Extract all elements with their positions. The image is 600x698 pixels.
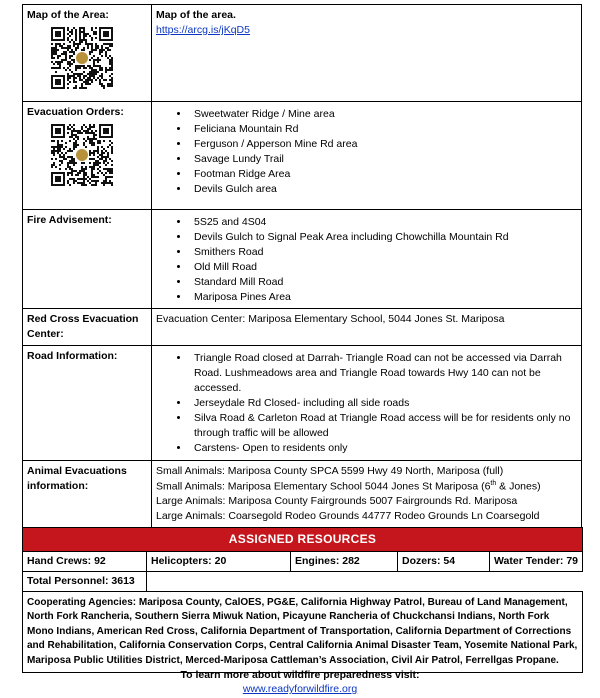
list-item: • Savage Lundy Trail bbox=[190, 152, 577, 167]
hand-crews-count: Hand Crews: 92 bbox=[23, 552, 147, 572]
list-item: • Carstens- Open to residents only bbox=[190, 441, 577, 456]
map-content-cell bbox=[152, 5, 582, 102]
list-item: • Jerseydale Rd Closed- including all side roads bbox=[190, 396, 577, 411]
list-item: • 5S25 and 4S04 bbox=[190, 215, 577, 230]
incident-info-table bbox=[22, 4, 582, 528]
resources-table bbox=[22, 527, 583, 673]
road-information-label: Road Information: bbox=[23, 346, 152, 460]
road-information-list bbox=[156, 351, 577, 455]
resources-counts-row bbox=[23, 552, 583, 572]
map-label: Map of the Area: bbox=[27, 9, 109, 21]
red-cross-text: Evacuation Center: Mariposa Elementary School, 5044 Jones St. Mariposa bbox=[152, 309, 582, 346]
total-personnel: Total Personnel: 3613 bbox=[23, 571, 147, 591]
animal-line: Small Animals: Mariposa County SPCA 5599 Hwy 49 North, Mariposa (full) bbox=[156, 464, 504, 477]
list-item: • Feliciana Mountain Rd bbox=[190, 122, 577, 137]
engines-count: Engines: 282 bbox=[291, 552, 398, 572]
list-item: • Devils Gulch area bbox=[190, 182, 577, 197]
red-cross-label: Red Cross Evacuation Center: bbox=[23, 309, 152, 346]
resources-header: ASSIGNED RESOURCES bbox=[23, 528, 583, 552]
animal-line-text: & Jones) bbox=[496, 480, 541, 492]
list-item: • Silva Road & Carleton Road at Triangle Road access will be for residents only no through traffic will be allowed bbox=[190, 411, 577, 441]
map-row bbox=[23, 5, 582, 102]
animal-evacuations-cell bbox=[152, 460, 582, 527]
map-title: Map of the area. bbox=[156, 9, 236, 21]
animal-line-text: Small Animals: Mariposa Elementary School 5044 Jones St Mariposa (6 bbox=[156, 480, 491, 492]
animal-evacuations-row bbox=[23, 460, 582, 527]
dozers-count: Dozers: 54 bbox=[398, 552, 490, 572]
fire-advisement-cell bbox=[152, 210, 582, 309]
animal-line: Large Animals: Coarsegold Rodeo Grounds 44777 Rodeo Grounds Ln Coarsegold bbox=[156, 509, 540, 522]
resources-header-row bbox=[23, 528, 583, 552]
list-item: • Smithers Road bbox=[190, 245, 577, 260]
qr-code-icon[interactable] bbox=[51, 27, 113, 89]
animal-line: Large Animals: Mariposa County Fairgrounds 5007 Fairgrounds Rd. Mariposa bbox=[156, 494, 518, 507]
list-item: • Sweetwater Ridge / Mine area bbox=[190, 107, 577, 122]
helicopters-count: Helicopters: 20 bbox=[147, 552, 291, 572]
total-personnel-row bbox=[23, 571, 583, 591]
list-item: • Old Mill Road bbox=[190, 260, 577, 275]
footer-text: To learn more about wildfire preparedness visit: bbox=[180, 669, 420, 681]
red-cross-row bbox=[23, 309, 582, 346]
cooperating-agencies: Cooperating Agencies: Mariposa County, CalOES, PG&E, California Highway Patrol, Bureau of Land Management, North Fork Rancheria, Southern Sierra Miwuk Nation, Picayune Rancheria of Chuckchansi Indians, North Fork Mono Indians, American Red Cross, California Department of Transportation, California Department of Corrections and Rehabilitation, California Conservation Corps, Central California Animal Disaster Team, Yosemite National Park, Mariposa Public Utilities District, Merced-Mariposa Cattleman’s Association, Civil Air Patrol, Ferrellgas Propane. bbox=[23, 591, 583, 673]
cooperating-row bbox=[23, 591, 583, 673]
evacuation-orders-label-cell bbox=[23, 102, 152, 210]
evacuation-orders-cell bbox=[152, 102, 582, 210]
evacuation-orders-label: Evacuation Orders: bbox=[27, 106, 124, 118]
empty-cell bbox=[147, 571, 583, 591]
animal-line bbox=[156, 479, 577, 494]
fire-advisement-row bbox=[23, 210, 582, 309]
evacuation-orders-row bbox=[23, 102, 582, 210]
ordinal-suffix: th bbox=[490, 479, 497, 487]
animal-evacuations-label: Animal Evacuations information: bbox=[23, 460, 152, 527]
list-item: • Triangle Road closed at Darrah- Triangle Road can not be accessed via Darrah Road. Lushmeadows area and Triangle Road towards Hwy 140 can not be accessed. bbox=[190, 351, 577, 396]
list-item: • Ferguson / Apperson Mine Rd area bbox=[190, 137, 577, 152]
evacuation-orders-list bbox=[156, 107, 577, 196]
footer-link[interactable]: www.readyforwildfire.org bbox=[242, 683, 358, 696]
list-item: • Devils Gulch to Signal Peak Area including Chowchilla Mountain Rd bbox=[190, 230, 577, 245]
list-item: • Standard Mill Road bbox=[190, 275, 577, 290]
list-item: • Mariposa Pines Area bbox=[190, 290, 577, 305]
road-information-cell bbox=[152, 346, 582, 460]
map-label-cell bbox=[23, 5, 152, 102]
footer bbox=[0, 668, 600, 696]
road-information-row bbox=[23, 346, 582, 460]
fire-advisement-list bbox=[156, 215, 577, 304]
qr-code-icon[interactable] bbox=[51, 124, 113, 186]
water-tender-count: Water Tender: 79 bbox=[490, 552, 583, 572]
map-link[interactable]: https://arcg.is/jKqD5 bbox=[156, 23, 250, 36]
fire-advisement-label: Fire Advisement: bbox=[23, 210, 152, 309]
list-item: • Footman Ridge Area bbox=[190, 167, 577, 182]
